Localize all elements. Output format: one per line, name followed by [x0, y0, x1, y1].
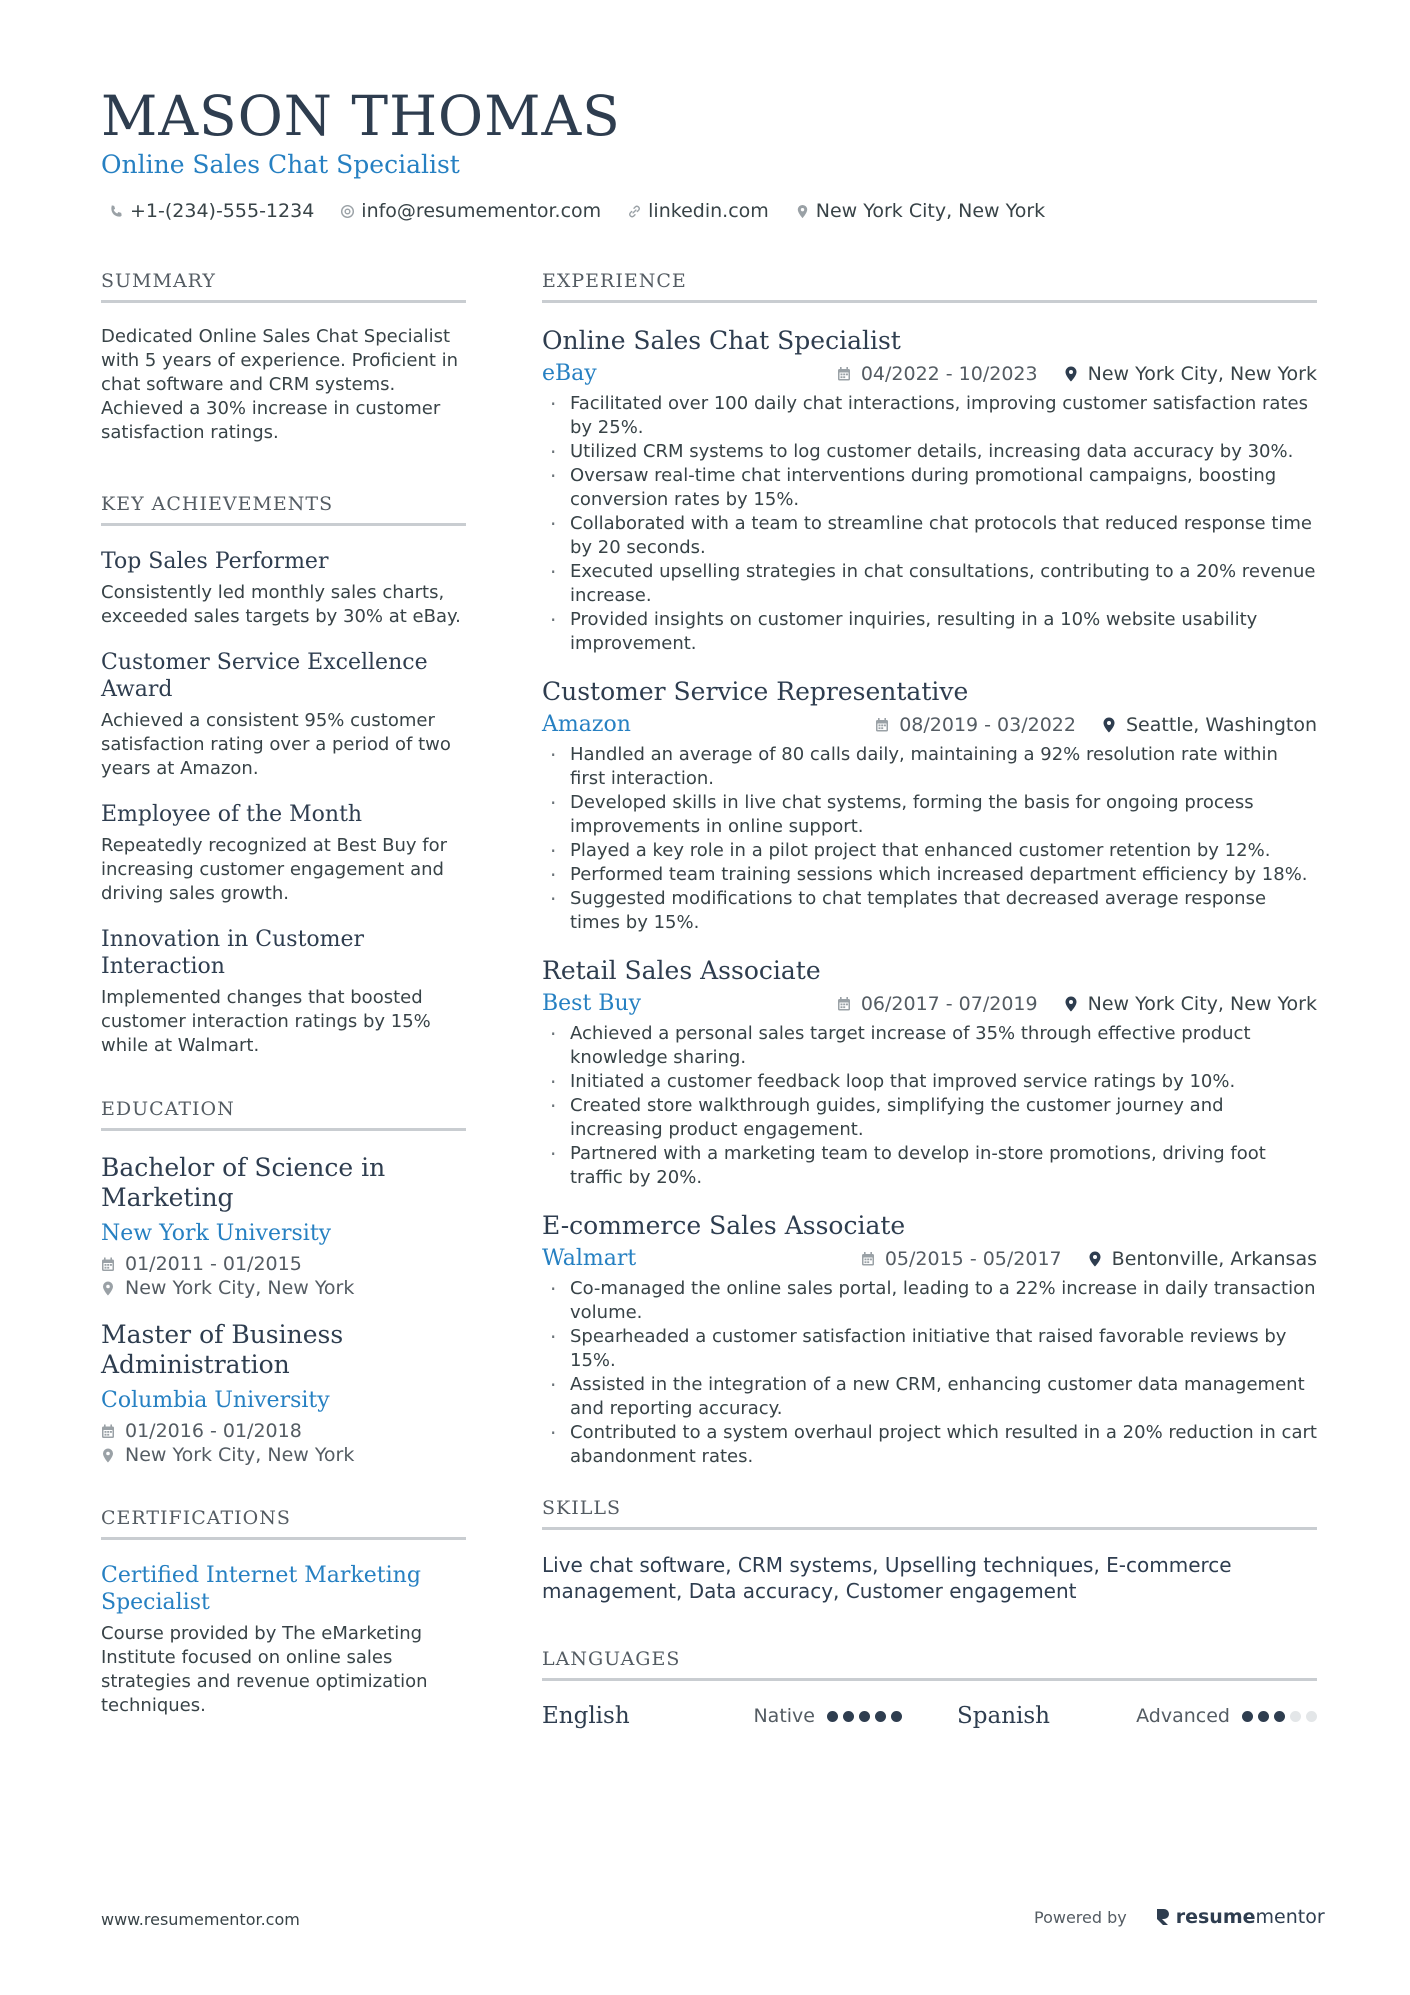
- experience-section: [542, 270, 1317, 1469]
- edu-location-text: New York City, New York: [125, 1444, 355, 1466]
- bullet-item: · Created store walkthrough guides, simplifying the customer journey and increasing product engagement.: [542, 1094, 1317, 1142]
- summary-section: [101, 270, 466, 445]
- email-text: info@resumementor.com: [361, 200, 602, 222]
- contact-phone[interactable]: [109, 200, 314, 222]
- job-dates: [837, 363, 1038, 385]
- location-pin-icon: [101, 1281, 115, 1296]
- contact-linkedin[interactable]: [627, 200, 769, 222]
- job-meta: [837, 363, 1317, 385]
- job-dates-text: 05/2015 - 05/2017: [884, 1247, 1062, 1270]
- contact-location: [795, 200, 1045, 222]
- skills-section: [542, 1497, 1317, 1604]
- skills-text: Live chat software, CRM systems, Upselling techniques, E-commerce management, Data accuracy, Customer engagement: [542, 1553, 1232, 1603]
- rating-dot-filled: [1242, 1711, 1253, 1722]
- degree: Bachelor of Science in Marketing: [101, 1153, 386, 1212]
- summary-text: Dedicated Online Sales Chat Specialist with 5 years of experience. Proficient in chat software and CRM systems. Achieved a 30% increase in customer satisfaction ratings.: [101, 326, 459, 443]
- edu-dates-text: 01/2011 - 01/2015: [125, 1253, 302, 1275]
- rating-dot-filled: [843, 1711, 854, 1722]
- bullet-item: · Spearheaded a customer satisfaction initiative that raised favorable reviews by 15%.: [542, 1325, 1317, 1373]
- powered-by-text: Powered by: [1034, 1907, 1127, 1927]
- contact-email[interactable]: [340, 200, 601, 222]
- language-rating: [1242, 1711, 1317, 1722]
- job-entry: [542, 955, 1317, 1190]
- degree: Master of Business Administration: [101, 1320, 344, 1379]
- job-bullets: [542, 1277, 1317, 1469]
- footer-powered-by: [1034, 1906, 1325, 1928]
- language-item: [957, 1703, 1317, 1729]
- job-location: [1064, 363, 1317, 385]
- achievement-title: Employee of the Month: [101, 802, 363, 827]
- job-title: Online Sales Chat Specialist: [542, 326, 901, 355]
- location-pin-icon: [1064, 996, 1078, 1012]
- job-title: Customer Service Representative: [542, 677, 969, 706]
- language-level-group: [1136, 1705, 1317, 1727]
- job-location: [1088, 1248, 1317, 1270]
- job-bullets: [542, 1022, 1317, 1190]
- bullet-item: · Handled an average of 80 calls daily, maintaining a 92% resolution rate within first interaction.: [542, 743, 1317, 791]
- job-dates-text: 04/2022 - 10/2023: [860, 362, 1038, 385]
- bullet-item: · Achieved a personal sales target increase of 35% through effective product knowledge sharing.: [542, 1022, 1317, 1070]
- job-meta-row: [542, 361, 1317, 386]
- left-column: [101, 270, 466, 1718]
- job-location: [1064, 993, 1317, 1015]
- job-company: Amazon: [542, 712, 631, 737]
- rating-dot-filled: [875, 1711, 886, 1722]
- languages-heading: LANGUAGES: [542, 1648, 1317, 1681]
- job-dates-text: 06/2017 - 07/2019: [860, 992, 1038, 1015]
- job-entry: [542, 676, 1317, 935]
- job-entry: [542, 325, 1317, 656]
- language-name: English: [542, 1703, 630, 1729]
- brand-logo[interactable]: [1155, 1906, 1325, 1928]
- language-name: Spanish: [957, 1703, 1050, 1729]
- skills-heading: SKILLS: [542, 1497, 1317, 1530]
- location-pin-icon: [1102, 717, 1116, 733]
- calendar-icon: [861, 1251, 875, 1267]
- certifications-heading: CERTIFICATIONS: [101, 1507, 466, 1540]
- achievement-desc: Consistently led monthly sales charts, exceeded sales targets by 30% at eBay.: [101, 582, 461, 627]
- job-meta-row: [542, 712, 1317, 737]
- bullet-item: · Partnered with a marketing team to develop in-store promotions, driving foot traffic by 20%.: [542, 1142, 1317, 1190]
- edu-dates: [101, 1252, 466, 1276]
- education-item: [101, 1320, 466, 1467]
- certifications-section: [101, 1507, 466, 1718]
- bullet-item: · Played a key role in a pilot project that enhanced customer retention by 12%.: [542, 839, 1317, 863]
- location-pin-icon: [1064, 366, 1078, 382]
- languages-row: [542, 1703, 1317, 1729]
- job-bullets: [542, 743, 1317, 935]
- candidate-title: Online Sales Chat Specialist: [101, 150, 460, 179]
- achievement-item: [101, 649, 466, 781]
- education-heading: EDUCATION: [101, 1098, 466, 1131]
- school: Columbia University: [101, 1388, 330, 1413]
- summary-heading: SUMMARY: [101, 270, 466, 303]
- bullet-item: · Assisted in the integration of a new CRM, enhancing customer data management and reporting accuracy.: [542, 1373, 1317, 1421]
- bullet-item: · Performed team training sessions which increased department efficiency by 18%.: [542, 863, 1317, 887]
- rating-dot-filled: [1258, 1711, 1269, 1722]
- language-level-group: [753, 1705, 902, 1727]
- brand-bold: resume: [1175, 1906, 1256, 1928]
- edu-location: [101, 1276, 466, 1300]
- achievement-item: [101, 548, 466, 629]
- job-dates: [861, 1248, 1062, 1270]
- achievements-section: [101, 493, 466, 1058]
- achievement-item: [101, 801, 466, 906]
- achievement-title: Innovation in Customer Interaction: [101, 927, 365, 979]
- bullet-item: · Suggested modifications to chat templates that decreased average response times by 15%.: [542, 887, 1317, 935]
- job-bullets: [542, 392, 1317, 656]
- bullet-item: · Provided insights on customer inquiries, resulting in a 10% website usability improvement.: [542, 608, 1317, 656]
- language-item: [542, 1703, 902, 1729]
- calendar-icon: [101, 1424, 115, 1439]
- rating-dot-filled: [1274, 1711, 1285, 1722]
- candidate-name: MASON THOMAS: [101, 84, 621, 148]
- edu-location: [101, 1443, 466, 1467]
- job-location-text: New York City, New York: [1087, 992, 1317, 1015]
- bullet-item: · Executed upselling strategies in chat consultations, contributing to a 20% revenue increase.: [542, 560, 1317, 608]
- job-location-text: New York City, New York: [1087, 362, 1317, 385]
- job-location-text: Bentonville, Arkansas: [1111, 1247, 1317, 1270]
- achievement-title: Customer Service Excellence Award: [101, 650, 428, 702]
- bullet-item: · Developed skills in live chat systems, forming the basis for ongoing process improvements in online support.: [542, 791, 1317, 839]
- job-dates: [875, 714, 1076, 736]
- school: New York University: [101, 1221, 332, 1246]
- job-company: Best Buy: [542, 991, 642, 1016]
- rating-dot-filled: [827, 1711, 838, 1722]
- resumementor-logo-icon: [1155, 1907, 1171, 1927]
- rating-dot-empty: [1306, 1711, 1317, 1722]
- job-meta-row: [542, 1246, 1317, 1271]
- link-icon: [627, 204, 642, 219]
- edu-location-text: New York City, New York: [125, 1277, 355, 1299]
- job-dates-text: 08/2019 - 03/2022: [899, 713, 1076, 736]
- language-rating: [827, 1711, 902, 1722]
- location-text: New York City, New York: [815, 200, 1046, 222]
- language-level: Advanced: [1136, 1705, 1230, 1727]
- bullet-item: · Initiated a customer feedback loop that improved service ratings by 10%.: [542, 1070, 1317, 1094]
- achievement-desc: Achieved a consistent 95% customer satisfaction rating over a period of two years at Amazon.: [101, 710, 451, 779]
- certification-title: Certified Internet Marketing Specialist: [101, 1563, 421, 1615]
- job-title: Retail Sales Associate: [542, 956, 821, 985]
- calendar-icon: [875, 717, 889, 733]
- job-meta: [875, 714, 1317, 736]
- phone-text: +1-(234)-555-1234: [130, 200, 315, 222]
- phone-icon: [109, 204, 124, 219]
- bullet-item: · Utilized CRM systems to log customer details, increasing data accuracy by 30%.: [542, 440, 1317, 464]
- job-meta-row: [542, 991, 1317, 1016]
- calendar-icon: [837, 996, 851, 1012]
- education-section: [101, 1098, 466, 1467]
- certification-desc: Course provided by The eMarketing Institute focused on online sales strategies and revenue optimization techniques.: [101, 1623, 428, 1716]
- bullet-item: · Co-managed the online sales portal, leading to a 22% increase in daily transaction volume.: [542, 1277, 1317, 1325]
- job-title: E-commerce Sales Associate: [542, 1211, 906, 1240]
- location-pin-icon: [1088, 1251, 1102, 1267]
- linkedin-text: linkedin.com: [648, 200, 769, 222]
- languages-section: [542, 1648, 1317, 1729]
- job-meta: [861, 1248, 1317, 1270]
- right-column: [542, 270, 1317, 1729]
- achievement-item: [101, 926, 466, 1058]
- bullet-item: · Oversaw real-time chat interventions during promotional campaigns, boosting conversion rates by 15%.: [542, 464, 1317, 512]
- job-entry: [542, 1210, 1317, 1469]
- achievement-desc: Implemented changes that boosted customer interaction ratings by 15% while at Walmart.: [101, 987, 431, 1056]
- contact-bar: [109, 200, 1045, 222]
- education-item: [101, 1153, 466, 1300]
- rating-dot-empty: [1290, 1711, 1301, 1722]
- bullet-item: · Facilitated over 100 daily chat interactions, improving customer satisfaction rates by 25%.: [542, 392, 1317, 440]
- location-pin-icon: [795, 204, 810, 219]
- at-icon: [340, 204, 355, 219]
- achievement-title: Top Sales Performer: [101, 549, 329, 574]
- footer-url[interactable]: www.resumementor.com: [101, 1910, 300, 1929]
- job-company: Walmart: [542, 1246, 637, 1271]
- calendar-icon: [837, 366, 851, 382]
- job-meta: [837, 993, 1317, 1015]
- experience-heading: EXPERIENCE: [542, 270, 1317, 303]
- bullet-item: · Contributed to a system overhaul project which resulted in a 20% reduction in cart abandonment rates.: [542, 1421, 1317, 1469]
- achievements-heading: KEY ACHIEVEMENTS: [101, 493, 466, 526]
- job-location-text: Seattle, Washington: [1126, 713, 1317, 736]
- rating-dot-filled: [891, 1711, 902, 1722]
- certification-item: [101, 1562, 466, 1718]
- job-location: [1102, 714, 1317, 736]
- edu-dates-text: 01/2016 - 01/2018: [125, 1420, 302, 1442]
- edu-dates: [101, 1419, 466, 1443]
- language-level: Native: [753, 1705, 815, 1727]
- calendar-icon: [101, 1257, 115, 1272]
- job-company: eBay: [542, 361, 597, 386]
- achievement-desc: Repeatedly recognized at Best Buy for increasing customer engagement and driving sales growth.: [101, 835, 447, 904]
- rating-dot-filled: [859, 1711, 870, 1722]
- job-dates: [837, 993, 1038, 1015]
- bullet-item: · Collaborated with a team to streamline chat protocols that reduced response time by 20 seconds.: [542, 512, 1317, 560]
- brand-light: mentor: [1255, 1906, 1325, 1928]
- location-pin-icon: [101, 1448, 115, 1463]
